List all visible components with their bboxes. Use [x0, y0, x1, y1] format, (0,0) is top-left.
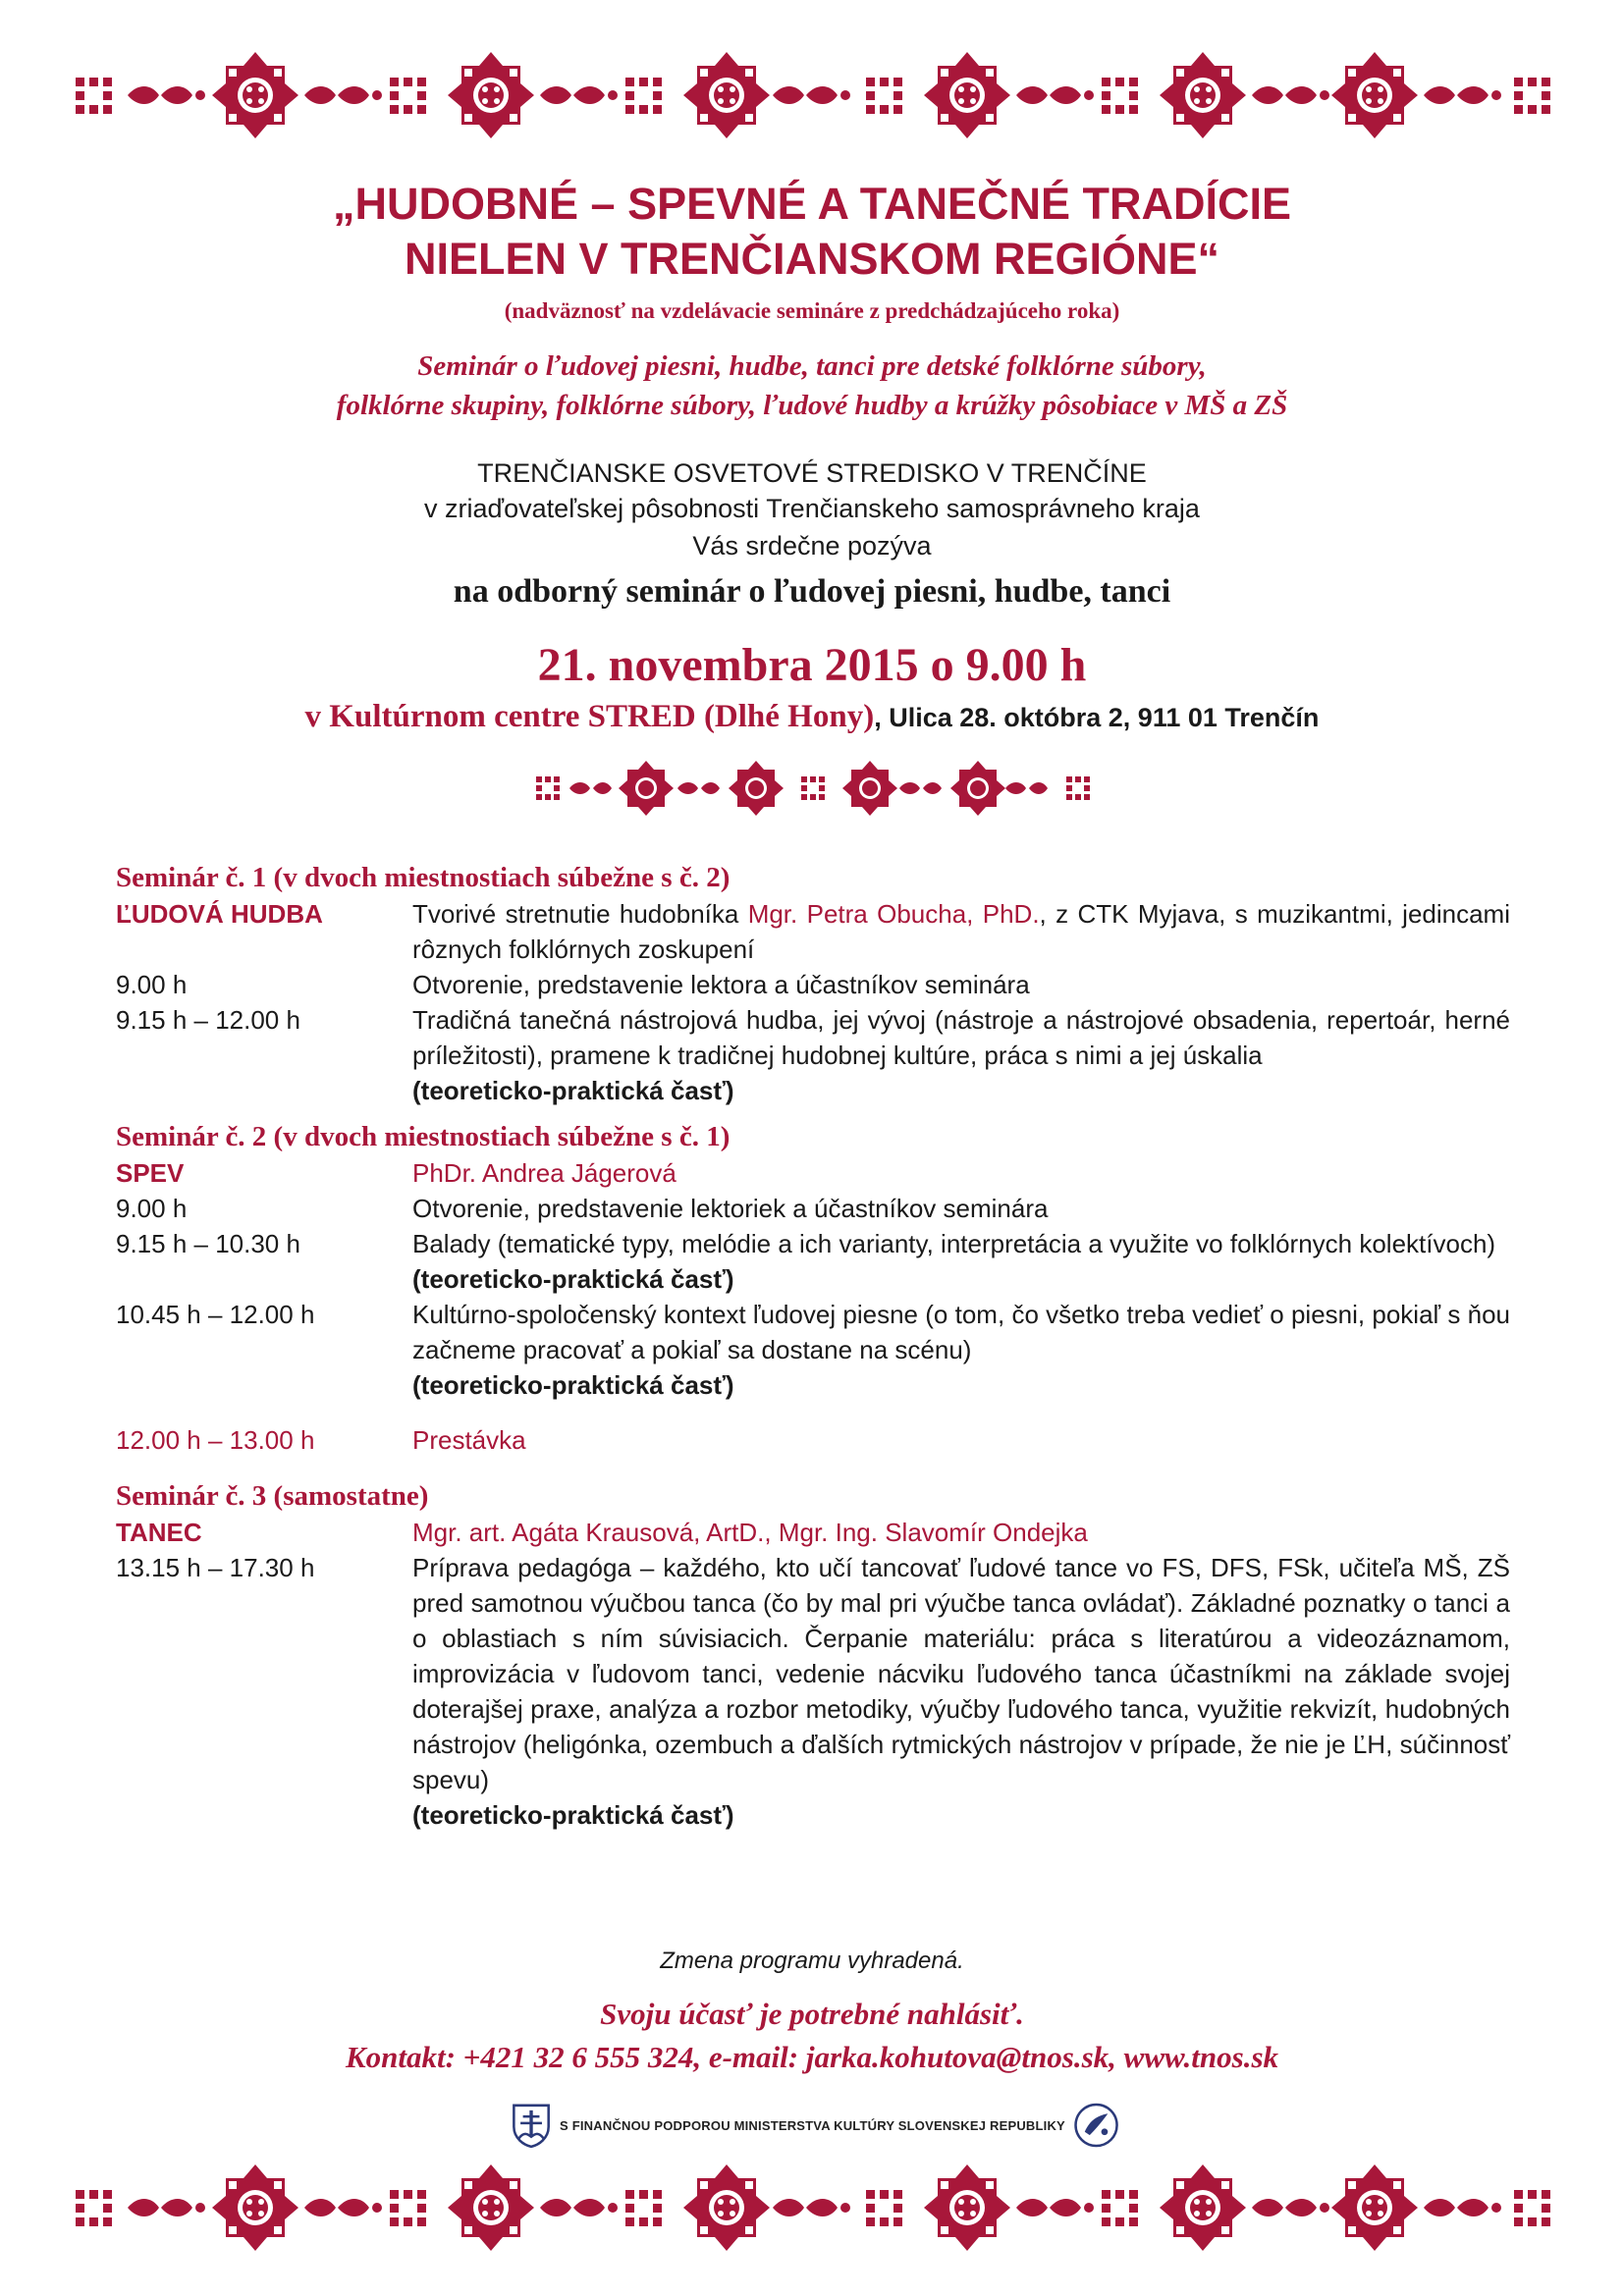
schedule-time: 9.15 h – 12.00 h	[116, 1005, 300, 1035]
program	[116, 859, 1510, 1833]
seminar-2-heading: Seminár č. 2 (v dvoch miestnostiach súbežne s č. 1)	[116, 1121, 731, 1152]
seminar-2-lecturer: PhDr. Andrea Jágerová	[412, 1158, 677, 1188]
venue-name: v Kultúrnom centre STRED (Dlhé Hony)	[304, 699, 875, 734]
folk-ornament-bottom-svg	[69, 2150, 1555, 2266]
seminar-3-heading: Seminár č. 3 (samostatne)	[116, 1480, 429, 1512]
slovak-crest-icon	[511, 2098, 552, 2153]
seminar-2-part-b: (teoreticko-praktická časť)	[412, 1370, 734, 1400]
event-venue	[0, 699, 1624, 735]
ministry-logo-icon	[1073, 2098, 1119, 2153]
organizer-invites: Vás srdečne pozýva	[692, 531, 932, 561]
table-row	[116, 1550, 1510, 1797]
table-row	[116, 967, 1510, 1002]
seminar-3-topic: TANEC	[116, 1518, 202, 1547]
seminar-1-desc-post: , z CTK Myjava, s muzikantmi, jedincami rôznych folklórnych zoskupení	[412, 899, 1510, 964]
schedule-text: Otvorenie, predstavenie lektoriek a účastníkov seminára	[412, 1194, 1049, 1223]
seminar-3-topic-row	[116, 1515, 1510, 1550]
seminar-3-lecturer: Mgr. art. Agáta Krausová, ArtD., Mgr. Ing. Slavomír Ondejka	[412, 1518, 1088, 1547]
schedule-text: Kultúrno-spoločenský kontext ľudovej piesne (o tom, čo všetko treba vedieť o piesni, pokiaľ s ňou začneme pracovať a pokiaľ sa dostane na scénu)	[412, 1300, 1510, 1364]
venue-address: , Ulica 28. októbra 2, 911 01 Trenčín	[874, 703, 1320, 732]
seminar-1-topic: ĽUDOVÁ HUDBA	[116, 899, 323, 929]
title-line-1: „HUDOBNÉ – SPEVNÉ A TANEČNÉ TRADÍCIE	[333, 179, 1291, 229]
event-date: 21. novembra 2015 o 9.00 h	[537, 639, 1087, 691]
subtitle-line-2: folklórne skupiny, folklórne súbory, ľudové hudby a krúžky pôsobiace v MŠ a ZŠ	[336, 390, 1288, 421]
seminar-2-topic: SPEV	[116, 1158, 185, 1188]
table-row	[116, 1797, 1510, 1833]
table-row	[116, 1191, 1510, 1226]
support-text: S FINANČNOU PODPOROU MINISTERSTVA KULTÚRY SLOVENSKEJ REPUBLIKY	[560, 2117, 1065, 2133]
seminar-1-lecturer: Mgr. Petra Obucha, PhD.	[747, 899, 1040, 929]
schedule-time: 10.45 h – 12.00 h	[116, 1300, 315, 1329]
schedule-time: 13.15 h – 17.30 h	[116, 1553, 315, 1582]
contact-line: Kontakt: +421 32 6 555 324, e-mail: jarka.kohutova@tnos.sk, www.tnos.sk	[345, 2040, 1279, 2074]
folk-ornament-middle	[528, 754, 1098, 823]
table-row	[116, 1261, 1510, 1297]
schedule-text: Tradičná tanečná nástrojová hudba, jej vývoj (nástroje a nástrojové obsadenia, repertoár, herné príležitosti), pramene k tradičnej hudobnej kultúre, práca s nimi a jej úskalia	[412, 1005, 1510, 1070]
program-change-note: Zmena programu vyhradená.	[660, 1948, 964, 1974]
table-row	[116, 1073, 1510, 1108]
break-time: 12.00 h – 13.00 h	[116, 1425, 315, 1455]
table-row	[116, 1002, 1510, 1073]
folk-ornament-top	[69, 37, 1555, 153]
seminar-1-topic-row	[116, 896, 1510, 967]
schedule-text: Balady (tematické typy, melódie a ich varianty, interpretácia a využite vo folklórnych kolektívoch)	[412, 1229, 1496, 1258]
invite-text: na odborný seminár o ľudovej piesni, hudbe, tanci	[453, 573, 1171, 610]
seminar-1-heading: Seminár č. 1 (v dvoch miestnostiach súbežne s č. 2)	[116, 862, 731, 893]
folk-ornament-middle-svg	[528, 754, 1098, 823]
folk-ornament-bottom	[69, 2150, 1555, 2266]
break-row	[116, 1422, 1510, 1458]
seminar-3-part: (teoreticko-praktická časť)	[412, 1800, 734, 1830]
seminar-1-desc-pre: Tvorivé stretnutie hudobníka	[412, 899, 748, 929]
seminar-1-part: (teoreticko-praktická časť)	[412, 1076, 734, 1105]
organizer-name: TRENČIANSKE OSVETOVÉ STREDISKO V TRENČÍNE	[477, 458, 1147, 488]
seminar-1-description	[412, 896, 1510, 967]
schedule-text: Príprava pedagóga – každého, kto učí tancovať ľudové tance vo FS, DFS, FSk, učiteľa MŠ, ZŠ pred samotnou výučbou tanca (čo by mal pri výučbe tanca ovládať). Základné poznatky o tanci a o oblastiach s ním súvisiacich. Čerpanie materiálu: práca s literatúrou a videozáznamom, improvizácia v ľudovom tanci, vedenie nácviku ľudového tanca účastníkmi na základe svojej doterajšej praxe, analýza a rozbor metodiky, výučby ľudového tanca, využitie rekvizít, hudobných nástrojov (heligónka, ozembuch a ďalších rytmických nástrojov v prípade, že nie je ĽH, súčinnosť spevu)	[412, 1553, 1510, 1794]
schedule-time: 9.00 h	[116, 1194, 188, 1223]
schedule-time: 9.15 h – 10.30 h	[116, 1229, 300, 1258]
organizer-scope: v zriaďovateľskej pôsobnosti Trenčianskeho samosprávneho kraja	[424, 494, 1200, 523]
seminar-2-part-a: (teoreticko-praktická časť)	[412, 1264, 734, 1294]
table-row	[116, 1226, 1510, 1261]
title-line-2: NIELEN V TRENČIANSKOM REGIÓNE“	[404, 234, 1220, 284]
ministry-support	[511, 2097, 1119, 2154]
registration-note: Svoju účasť je potrebné nahlásiť.	[600, 1997, 1024, 2031]
table-row	[116, 1297, 1510, 1367]
subtitle-line-1: Seminár o ľudovej piesni, hudbe, tanci pre detské folklórne súbory,	[417, 350, 1207, 382]
schedule-time: 9.00 h	[116, 970, 188, 999]
table-row	[116, 1367, 1510, 1403]
schedule-text: Otvorenie, predstavenie lektora a účastníkov seminára	[412, 970, 1030, 999]
seminar-2-topic-row	[116, 1155, 1510, 1191]
break-label: Prestávka	[412, 1425, 526, 1455]
title-note: (nadväznosť na vzdelávacie semináre z predchádzajúceho roka)	[504, 298, 1120, 323]
folk-ornament-svg	[69, 37, 1555, 153]
